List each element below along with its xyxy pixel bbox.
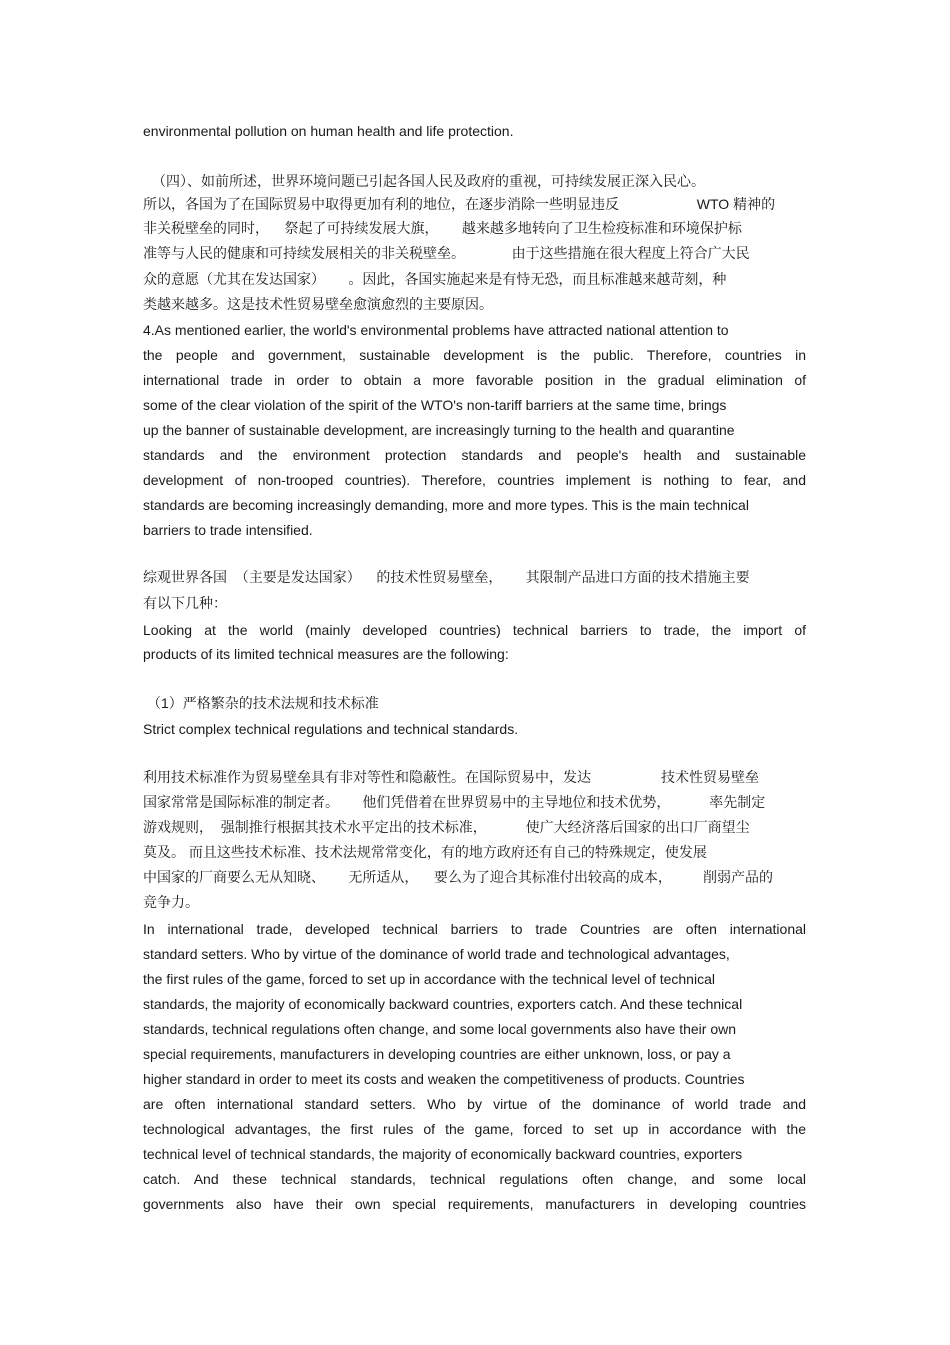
text-line: 有以下几种： bbox=[143, 595, 227, 611]
text-line: higher standard in order to meet its costs and weaken the competitiveness of products. Countries bbox=[143, 1071, 745, 1087]
text-line: the first rules of the game, forced to set up in accordance with the technical level of technical bbox=[143, 971, 715, 987]
text-line: 所以，各国为了在国际贸易中取得更加有利的地位，在逐步消除一些明显违反 WTO 精神的 bbox=[143, 196, 776, 212]
text-line: Looking at the world (mainly developed countries) technical barriers to trade, the import of bbox=[143, 622, 806, 638]
text-line: 类越来越多。这是技术性贸易壁垒愈演愈烈的主要原因。 bbox=[143, 296, 493, 312]
text-line: standard setters. Who by virtue of the dominance of world trade and technological advantages, bbox=[143, 946, 730, 962]
text-line: technical level of technical standards, the majority of economically backward countries, exporters bbox=[143, 1146, 743, 1162]
text-line: catch. And these technical standards, technical regulations often change, and some local bbox=[143, 1171, 806, 1187]
text-line: In international trade, developed technical barriers to trade Countries are often international bbox=[143, 921, 806, 937]
text-line: products of its limited technical measures are the following: bbox=[143, 646, 509, 662]
text-line: 利用技术标准作为贸易壁垒具有非对等性和隐蔽性。在国际贸易中，发达 技术性贸易壁垒 bbox=[143, 769, 760, 785]
text-line: 4.As mentioned earlier, the world's environmental problems have attracted national attention to bbox=[143, 322, 729, 338]
text-line: （1）严格繁杂的技术法规和技术标准 bbox=[147, 695, 379, 711]
text-line: （四）、如前所述，世界环境问题已引起各国人民及政府的重视，可持续发展正深入民心。 bbox=[152, 173, 705, 189]
text-line: 竞争力。 bbox=[143, 894, 199, 910]
text-line: standards, technical regulations often change, and some local governments also have their own bbox=[143, 1021, 737, 1037]
text-line: standards, the majority of economically backward countries, exporters catch. And these technical bbox=[143, 996, 743, 1012]
text-line: standards are becoming increasingly demanding, more and more types. This is the main technical bbox=[143, 497, 749, 513]
text-line: some of the clear violation of the spirit of the WTO's non-tariff barriers at the same time, brings bbox=[143, 397, 727, 413]
text-line: up the banner of sustainable development, are increasingly turning to the health and quarantine bbox=[143, 422, 735, 438]
text-line: are often international standard setters. Who by virtue of the dominance of world trade and bbox=[143, 1096, 806, 1112]
text-line: 众的意愿（尤其在发达国家） 。因此，各国实施起来是有恃无恐，而且标准越来越苛刻，种 bbox=[143, 271, 727, 287]
text-line: the people and government, sustainable development is the public. Therefore, countries in bbox=[143, 347, 806, 363]
text-line: 综观世界各国 （主要是发达国家） 的技术性贸易壁垒， 其限制产品进口方面的技术措施主要 bbox=[143, 569, 750, 585]
text-line: 中国家的厂商要么无从知晓、 无所适从， 要么为了迎合其标准付出较高的成本， 削弱产品的 bbox=[143, 869, 774, 885]
text-line: Strict complex technical regulations and technical standards. bbox=[143, 721, 519, 737]
text-line: barriers to trade intensified. bbox=[143, 522, 313, 538]
text-line: special requirements, manufacturers in developing countries are either unknown, loss, or pay a bbox=[143, 1046, 731, 1062]
text-line: governments also have their own special requirements, manufacturers in developing countries bbox=[143, 1196, 806, 1212]
text-line: 准等与人民的健康和可持续发展相关的非关税壁垒。 由于这些措施在很大程度上符合广大民 bbox=[143, 245, 750, 261]
text-line: technological advantages, the first rules of the game, forced to set up in accordance with the bbox=[143, 1121, 806, 1137]
text-line: international trade in order to obtain a more favorable position in the gradual elimination of bbox=[143, 372, 806, 388]
text-line: 游戏规则， 强制推行根据其技术水平定出的技术标准， 使广大经济落后国家的出口厂商望尘 bbox=[143, 819, 750, 835]
text-line: environmental pollution on human health and life protection. bbox=[143, 123, 514, 139]
text-line: 国家常常是国际标准的制定者。 他们凭借着在世界贸易中的主导地位和技术优势， 率先制定 bbox=[143, 794, 766, 810]
text-line: 莫及。 而且这些技术标准、技术法规常常变化，有的地方政府还有自己的特殊规定，使发展 bbox=[143, 844, 707, 860]
text-line: standards and the environment protection standards and people's health and sustainable bbox=[143, 447, 806, 463]
text-line: development of non-trooped countries). Therefore, countries implement is nothing to fear, and bbox=[143, 472, 806, 488]
text-line: 非关税壁垒的同时， 祭起了可持续发展大旗， 越来越多地转向了卫生检疫标准和环境保护标 bbox=[143, 220, 742, 236]
